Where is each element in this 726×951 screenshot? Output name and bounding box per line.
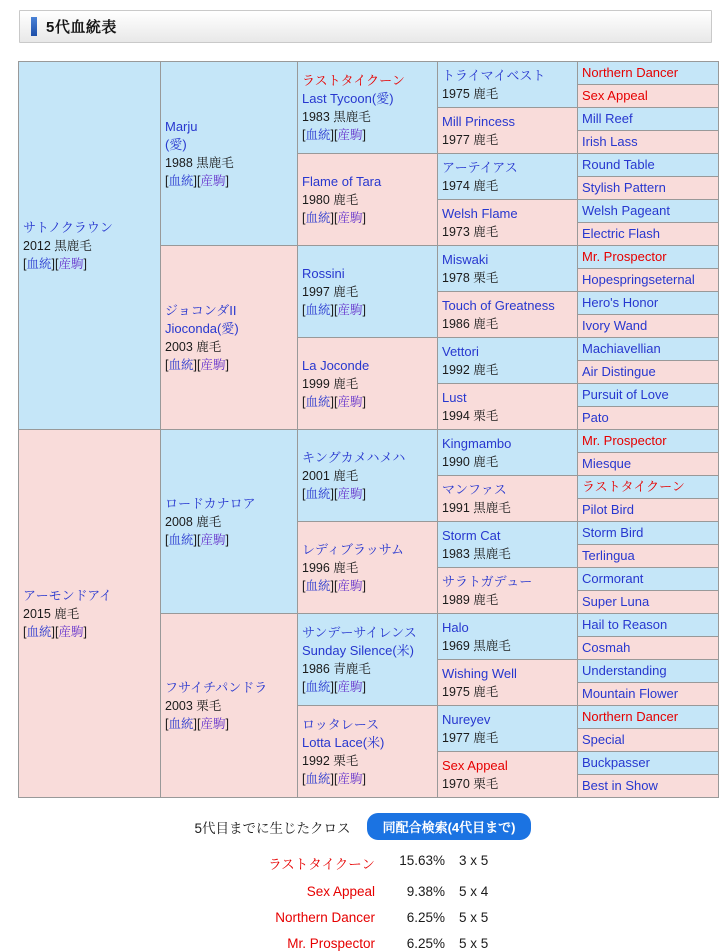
- pedigree-cell-g5-21: [578, 522, 719, 545]
- horse-name-link[interactable]: サンデーサイレンス: [302, 624, 417, 640]
- pedigree-links: [血統][産駒]: [165, 716, 229, 731]
- horse-year-coat: 1986 青鹿毛: [302, 661, 371, 676]
- blood-link[interactable]: 血統: [305, 578, 331, 593]
- blood-link[interactable]: 血統: [305, 127, 331, 142]
- pedigree-table: [18, 61, 719, 798]
- pedigree-links: [血統][産駒]: [165, 173, 229, 188]
- horse-name-link[interactable]: Pursuit of Love: [582, 387, 669, 402]
- horse-year-coat: 1990 鹿毛: [442, 454, 499, 469]
- horse-year-coat: 1999 鹿毛: [302, 376, 359, 391]
- pedigree-links: [血統][産駒]: [302, 679, 366, 694]
- pedigree-cell-g1-1: [19, 62, 161, 430]
- horse-name-link[interactable]: Mill Princess: [442, 113, 515, 129]
- horse-year-coat: 1997 鹿毛: [302, 284, 359, 299]
- horse-name-link[interactable]: Pilot Bird: [582, 502, 635, 517]
- pedigree-cell-g4-15: [438, 706, 578, 752]
- pedigree-cell-g5-26: [578, 637, 719, 660]
- cross-horse-name[interactable]: Sex Appeal: [306, 884, 375, 899]
- pedigree-cell-g5-17: [578, 430, 719, 453]
- pedigree-cell-g5-32: [578, 775, 719, 798]
- horse-year-coat: 1991 黒鹿毛: [442, 500, 511, 515]
- pedigree-cell-g5-25: [578, 614, 719, 637]
- horse-name-link[interactable]: Wishing Well: [442, 665, 517, 681]
- pedigree-cell-g5-23: [578, 568, 719, 591]
- horse-name-link[interactable]: Hero's Honor: [582, 295, 659, 310]
- pedigree-cell-g4-13: [438, 614, 578, 660]
- horse-name-link[interactable]: Buckpasser: [582, 755, 650, 770]
- horse-name-link[interactable]: Round Table: [582, 157, 655, 172]
- blood-link[interactable]: 血統: [26, 624, 52, 639]
- pedigree-cell-g2-1: [161, 62, 298, 246]
- horse-subname-link[interactable]: Sunday Silence(米): [302, 642, 414, 658]
- offspring-link[interactable]: 産駒: [200, 532, 226, 547]
- pedigree-cell-g5-1: [578, 62, 719, 85]
- horse-name-link[interactable]: Miswaki: [442, 251, 489, 267]
- offspring-link[interactable]: 産駒: [337, 210, 363, 225]
- pedigree-cell-g5-28: [578, 683, 719, 706]
- horse-name-link[interactable]: Air Distingue: [582, 364, 656, 379]
- cross-generations: 5 x 5: [459, 910, 489, 925]
- page-title: 5代血統表: [46, 19, 117, 36]
- horse-year-coat: 1983 黒鹿毛: [302, 109, 371, 124]
- horse-name-link[interactable]: ラストタイクーン: [582, 479, 685, 494]
- horse-name-link[interactable]: Sex Appeal: [442, 757, 508, 773]
- horse-name-link[interactable]: Ivory Wand: [582, 318, 648, 333]
- pedigree-cell-g3-1: [298, 62, 438, 154]
- horse-name-link[interactable]: ロードカナロア: [165, 495, 256, 511]
- horse-name-link[interactable]: Northern Dancer: [582, 709, 679, 724]
- pedigree-cell-g4-12: [438, 568, 578, 614]
- horse-name-link[interactable]: Vettori: [442, 343, 479, 359]
- horse-name-link[interactable]: Irish Lass: [582, 134, 638, 149]
- offspring-link[interactable]: 産駒: [200, 173, 226, 188]
- horse-name-link[interactable]: マンファス: [442, 481, 507, 497]
- horse-name-link[interactable]: Touch of Greatness: [442, 297, 555, 313]
- horse-name-link[interactable]: Miesque: [582, 456, 632, 471]
- pedigree-cell-g5-19: [578, 476, 719, 499]
- pedigree-links: [血統][産駒]: [302, 578, 366, 593]
- cross-horse-name[interactable]: Northern Dancer: [275, 910, 375, 925]
- horse-name-link[interactable]: Storm Bird: [582, 525, 644, 540]
- horse-name-link[interactable]: キングカメハメハ: [302, 449, 406, 465]
- pedigree-cell-g5-18: [578, 453, 719, 476]
- pedigree-cell-g5-31: [578, 752, 719, 775]
- blood-link[interactable]: 血統: [26, 256, 52, 271]
- horse-name-link[interactable]: Terlingua: [582, 548, 635, 563]
- horse-year-coat: 1986 鹿毛: [442, 316, 499, 331]
- pedigree-cell-g5-12: [578, 315, 719, 338]
- horse-year-coat: 1975 鹿毛: [442, 86, 499, 101]
- horse-name-link[interactable]: Understanding: [582, 663, 667, 678]
- horse-name-link[interactable]: Hopespringseternal: [582, 272, 695, 287]
- pedigree-cell-g5-27: [578, 660, 719, 683]
- horse-name-link[interactable]: Welsh Pageant: [582, 203, 670, 218]
- pedigree-cell-g5-16: [578, 407, 719, 430]
- horse-name-link[interactable]: Pato: [582, 410, 609, 425]
- pedigree-cell-g3-6: [298, 522, 438, 614]
- horse-name-link[interactable]: サトノクラウン: [23, 219, 113, 235]
- horse-year-coat: 1996 鹿毛: [302, 560, 359, 575]
- horse-name-link[interactable]: Flame of Tara: [302, 173, 382, 189]
- pedigree-links: [血統][産駒]: [23, 256, 87, 271]
- horse-name-link[interactable]: レディブラッサム: [302, 541, 405, 557]
- pedigree-cell-g5-7: [578, 200, 719, 223]
- horse-subname-link[interactable]: Lotta Lace(米): [302, 734, 385, 750]
- cross-percentage: 6.25%: [406, 910, 445, 925]
- horse-name-link[interactable]: アーモンドアイ: [23, 587, 113, 603]
- pedigree-cell-g2-4: [161, 614, 298, 798]
- horse-year-coat: 1992 栗毛: [302, 753, 359, 768]
- offspring-link[interactable]: 産駒: [337, 302, 363, 317]
- blood-link[interactable]: 血統: [305, 486, 331, 501]
- horse-year-coat: 1977 鹿毛: [442, 730, 499, 745]
- horse-subname-link[interactable]: Jioconda(愛): [165, 320, 239, 336]
- cross-percentage: 15.63%: [399, 853, 445, 868]
- pedigree-links: [血統][産駒]: [302, 394, 366, 409]
- pedigree-cell-g4-6: [438, 292, 578, 338]
- offspring-link[interactable]: 産駒: [337, 578, 363, 593]
- horse-year-coat: 1973 鹿毛: [442, 224, 499, 239]
- pedigree-cell-g5-15: [578, 384, 719, 407]
- horse-year-coat: 2001 鹿毛: [302, 468, 359, 483]
- blood-link[interactable]: 血統: [305, 302, 331, 317]
- pedigree-cell-g4-5: [438, 246, 578, 292]
- pedigree-cell-g4-4: [438, 200, 578, 246]
- blood-link[interactable]: 血統: [168, 173, 194, 188]
- cross-section-label: 5代目までに生じたクロス: [194, 820, 351, 836]
- horse-year-coat: 1969 黒鹿毛: [442, 638, 511, 653]
- horse-year-coat: 1977 鹿毛: [442, 132, 499, 147]
- horse-name-link[interactable]: Lust: [442, 389, 467, 405]
- pedigree-links: [血統][産駒]: [302, 486, 366, 501]
- pedigree-cell-g5-10: [578, 269, 719, 292]
- pedigree-cell-g3-3: [298, 246, 438, 338]
- pedigree-cell-g5-14: [578, 361, 719, 384]
- horse-subname-link[interactable]: (愛): [165, 136, 187, 152]
- horse-year-coat: 2008 鹿毛: [165, 514, 222, 529]
- horse-name-link[interactable]: Electric Flash: [582, 226, 661, 241]
- pedigree-cell-g3-4: [298, 338, 438, 430]
- pedigree-cell-g5-9: [578, 246, 719, 269]
- pedigree-cell-g3-8: [298, 706, 438, 798]
- horse-name-link[interactable]: ロッタレース: [302, 716, 380, 732]
- pedigree-cell-g2-2: [161, 246, 298, 430]
- horse-name-link[interactable]: Halo: [442, 619, 469, 635]
- horse-name-link[interactable]: Hail to Reason: [582, 617, 668, 632]
- horse-name-link[interactable]: Mill Reef: [582, 111, 633, 126]
- pedigree-cell-g4-3: [438, 154, 578, 200]
- horse-name-link[interactable]: Welsh Flame: [442, 205, 518, 221]
- offspring-link[interactable]: 産駒: [337, 127, 363, 142]
- horse-name-link[interactable]: La Joconde: [302, 357, 370, 373]
- horse-year-coat: 1989 鹿毛: [442, 592, 499, 607]
- pedigree-cell-g3-2: [298, 154, 438, 246]
- offspring-link[interactable]: 産駒: [200, 357, 226, 372]
- horse-name-link[interactable]: フサイチパンドラ: [165, 679, 268, 695]
- pedigree-cell-g4-1: [438, 62, 578, 108]
- offspring-link[interactable]: 産駒: [337, 486, 363, 501]
- pedigree-cell-g5-6: [578, 177, 719, 200]
- horse-name-link[interactable]: Stylish Pattern: [582, 180, 666, 195]
- horse-year-coat: 1992 鹿毛: [442, 362, 499, 377]
- pedigree-links: [血統][産駒]: [23, 624, 87, 639]
- cross-horse-name[interactable]: ラストタイクーン: [268, 857, 375, 872]
- pedigree-cell-g5-5: [578, 154, 719, 177]
- horse-name-link[interactable]: Machiavellian: [582, 341, 661, 356]
- horse-year-coat: 2003 栗毛: [165, 698, 222, 713]
- horse-name-link[interactable]: Mr. Prospector: [582, 249, 667, 264]
- horse-year-coat: 1994 栗毛: [442, 408, 499, 423]
- horse-name-link[interactable]: Sex Appeal: [582, 88, 648, 103]
- pedigree-cell-g5-30: [578, 729, 719, 752]
- offspring-link[interactable]: 産駒: [58, 256, 84, 271]
- horse-name-link[interactable]: Best in Show: [582, 778, 658, 793]
- pedigree-cell-g4-11: [438, 522, 578, 568]
- blood-link[interactable]: 血統: [305, 210, 331, 225]
- pedigree-cell-g3-5: [298, 430, 438, 522]
- pedigree-cell-g5-3: [578, 108, 719, 131]
- pedigree-cell-g5-20: [578, 499, 719, 522]
- offspring-link[interactable]: 産駒: [337, 771, 363, 786]
- cross-generations: 5 x 4: [459, 884, 489, 899]
- offspring-link[interactable]: 産駒: [337, 679, 363, 694]
- horse-year-coat: 1978 栗毛: [442, 270, 499, 285]
- blood-link[interactable]: 血統: [305, 394, 331, 409]
- cross-generations: 3 x 5: [459, 853, 489, 868]
- horse-name-link[interactable]: Kingmambo: [442, 435, 512, 451]
- pedigree-cell-g5-8: [578, 223, 719, 246]
- cross-list: [0, 853, 726, 951]
- horse-name-link[interactable]: ラストタイクーン: [302, 72, 405, 88]
- header-accent-bar: [31, 17, 37, 36]
- horse-name-link[interactable]: Nureyev: [442, 711, 491, 727]
- horse-name-link[interactable]: Marju: [165, 118, 198, 134]
- horse-year-coat: 1980 鹿毛: [302, 192, 359, 207]
- horse-name-link[interactable]: Storm Cat: [442, 527, 501, 543]
- pedigree-links: [血統][産駒]: [165, 357, 229, 372]
- cross-generations: 5 x 5: [459, 936, 489, 951]
- horse-name-link[interactable]: トライマイベスト: [442, 67, 546, 83]
- pedigree-cell-g5-2: [578, 85, 719, 108]
- pedigree-cell-g4-9: [438, 430, 578, 476]
- horse-name-link[interactable]: Cormorant: [582, 571, 644, 586]
- horse-name-link[interactable]: Mountain Flower: [582, 686, 679, 701]
- horse-name-link[interactable]: Rossini: [302, 265, 345, 281]
- cross-section-header: [0, 813, 726, 840]
- blood-link[interactable]: 血統: [168, 716, 194, 731]
- pedigree-links: [血統][産駒]: [302, 210, 366, 225]
- pedigree-cell-g5-29: [578, 706, 719, 729]
- pedigree-cell-g5-22: [578, 545, 719, 568]
- horse-year-coat: 1988 黒鹿毛: [165, 155, 234, 170]
- pedigree-cell-g4-7: [438, 338, 578, 384]
- pedigree-page: [0, 10, 726, 951]
- pedigree-links: [血統][産駒]: [165, 532, 229, 547]
- horse-year-coat: 1974 鹿毛: [442, 178, 499, 193]
- blood-link[interactable]: 血統: [168, 532, 194, 547]
- cross-percentage: 9.38%: [406, 884, 445, 899]
- pedigree-cell-g5-4: [578, 131, 719, 154]
- horse-year-coat: 2012 黒鹿毛: [23, 238, 92, 253]
- horse-year-coat: 2003 鹿毛: [165, 339, 222, 354]
- same-mating-search-button[interactable]: 同配合検索(4代目まで): [367, 813, 532, 840]
- horse-name-link[interactable]: ジョコンダII: [165, 302, 237, 318]
- horse-year-coat: 1983 黒鹿毛: [442, 546, 511, 561]
- horse-name-link[interactable]: アーテイアス: [442, 159, 518, 175]
- blood-link[interactable]: 血統: [168, 357, 194, 372]
- pedigree-cell-g2-3: [161, 430, 298, 614]
- pedigree-cell-g5-11: [578, 292, 719, 315]
- offspring-link[interactable]: 産駒: [200, 716, 226, 731]
- pedigree-cell-g3-7: [298, 614, 438, 706]
- pedigree-cell-g4-14: [438, 660, 578, 706]
- offspring-link[interactable]: 産駒: [58, 624, 84, 639]
- horse-subname-link[interactable]: Last Tycoon(愛): [302, 90, 394, 106]
- horse-name-link[interactable]: Northern Dancer: [582, 65, 679, 80]
- horse-name-link[interactable]: Special: [582, 732, 625, 747]
- pedigree-cell-g4-16: [438, 752, 578, 798]
- horse-name-link[interactable]: Mr. Prospector: [582, 433, 667, 448]
- pedigree-cell-g4-10: [438, 476, 578, 522]
- pedigree-cell-g5-13: [578, 338, 719, 361]
- horse-year-coat: 1970 栗毛: [442, 776, 499, 791]
- pedigree-links: [血統][産駒]: [302, 127, 366, 142]
- blood-link[interactable]: 血統: [305, 679, 331, 694]
- pedigree-cell-g4-2: [438, 108, 578, 154]
- horse-name-link[interactable]: サラトガデュー: [442, 573, 533, 589]
- section-header: [19, 10, 712, 43]
- cross-percentage: 6.25%: [406, 936, 445, 951]
- horse-name-link[interactable]: Cosmah: [582, 640, 631, 655]
- pedigree-cell-g5-24: [578, 591, 719, 614]
- horse-year-coat: 1975 鹿毛: [442, 684, 499, 699]
- offspring-link[interactable]: 産駒: [337, 394, 363, 409]
- blood-link[interactable]: 血統: [305, 771, 331, 786]
- cross-horse-name[interactable]: Mr. Prospector: [287, 936, 375, 951]
- pedigree-links: [血統][産駒]: [302, 302, 366, 317]
- pedigree-cell-g4-8: [438, 384, 578, 430]
- pedigree-links: [血統][産駒]: [302, 771, 366, 786]
- horse-year-coat: 2015 鹿毛: [23, 606, 80, 621]
- horse-name-link[interactable]: Super Luna: [582, 594, 650, 609]
- pedigree-cell-g1-2: [19, 430, 161, 798]
